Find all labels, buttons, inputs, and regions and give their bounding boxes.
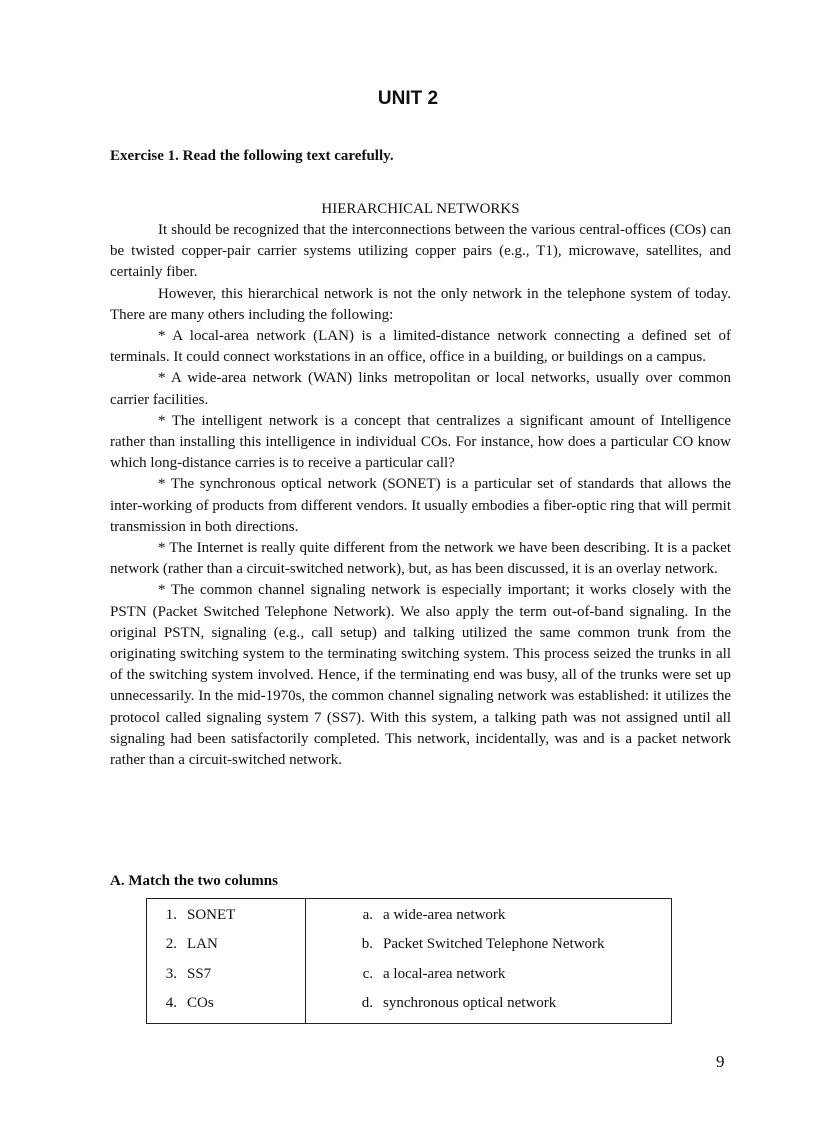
paragraph: * The Internet is really quite different from the network we have been describing. It is a packet network (rather than a circuit-switched network), but, as has been discussed, it is an overlay network.: [110, 540, 731, 578]
paragraph: It should be recognized that the interconnections between the various central-offices (COs) can be twisted copper-pair carrier systems utilizing copper pairs (e.g., T1), microwave, satellites, and certainly fiber.: [110, 222, 731, 281]
match-right-item: [306, 905, 671, 934]
match-left-item: [147, 934, 305, 963]
item-number: 2.: [165, 936, 177, 953]
item-label: synchronous optical network: [383, 995, 557, 1012]
match-right-item: [306, 964, 671, 993]
item-label: a wide-area network: [383, 907, 506, 923]
exercise-title: Exercise 1. Read the following text carefully.: [110, 148, 394, 164]
paragraph: * A wide-area network (WAN) links metropolitan or local networks, usually over common carrier facilities.: [110, 370, 731, 408]
match-left-item: [147, 905, 305, 934]
paragraph: * The common channel signaling network is especially important; it works closely with the PSTN (Packet Switched Telephone Network). We also apply the term out-of-band signaling. In the original PSTN, signaling (e.g., call setup) and talking utilized the same common trunk from the originating switching system to the terminating switching system. This process seized the trunks in all of the switching system involved. Hence, if the terminating end was busy, all of the trunks were set up unnecessarily. In the mid-1970s, the common channel signaling network was established: it utilizes the protocol called signaling system 7 (SS7). With this system, a talking path was not assigned until all signaling had been satisfactorily completed. This network, incidentally, was and is a packet network rather than a circuit-switched network.: [110, 582, 731, 769]
section-a-title: A. Match the two columns: [110, 873, 278, 889]
item-letter: a.: [362, 907, 373, 923]
paragraph: * A local-area network (LAN) is a limited-distance network connecting a defined set of terminals. It could connect workstations in an office, office in a building, or buildings on a campus.: [110, 328, 731, 366]
item-letter: b.: [361, 936, 373, 953]
reading-text: [110, 198, 731, 771]
paragraph: * The intelligent network is a concept that centralizes a significant amount of Intelligence rather than installing this intelligence in individual COs. For instance, how does a particular CO know which long-distance carries is to receive a particular call?: [110, 412, 731, 472]
match-table: [146, 898, 672, 1024]
paragraph: * The synchronous optical network (SONET) is a particular set of standards that allows the inter-working of products from different vendors. It usually embodies a fiber-optic ring that will permit transmission in both directions.: [110, 476, 731, 535]
match-left-item: [147, 993, 305, 1022]
match-left-item: [147, 964, 305, 993]
item-label: SONET: [187, 907, 236, 923]
item-label: Packet Switched Telephone Network: [383, 936, 605, 953]
item-label: COs: [187, 995, 214, 1012]
match-right-column: [306, 899, 672, 1024]
page-number: 9: [716, 1052, 725, 1071]
item-label: LAN: [187, 936, 218, 953]
item-number: 3.: [165, 965, 177, 982]
match-left-column: [147, 899, 306, 1024]
item-letter: d.: [361, 995, 373, 1012]
match-right-item: [306, 993, 671, 1022]
item-number: 1.: [165, 907, 177, 923]
paragraph: However, this hierarchical network is not the only network in the telephone system of today. There are many others including the following:: [110, 285, 731, 323]
match-right-item: [306, 934, 671, 963]
item-label: SS7: [187, 965, 212, 982]
item-number: 4.: [165, 995, 177, 1012]
item-label: a local-area network: [383, 965, 506, 982]
unit-title: UNIT 2: [377, 88, 439, 109]
item-letter: c.: [362, 965, 373, 982]
text-heading: HIERARCHICAL NETWORKS: [321, 201, 520, 217]
